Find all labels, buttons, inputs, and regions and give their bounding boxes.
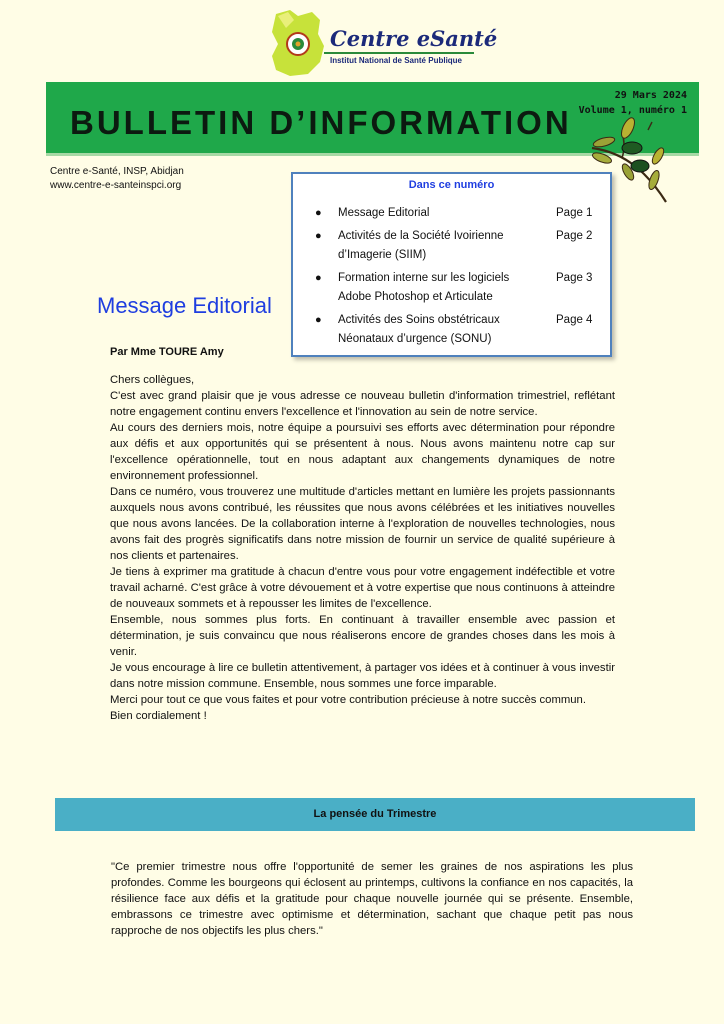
editorial-heading: Message Editorial [97,293,272,318]
pensee-quote: "Ce premier trimestre nous offre l'opportunité de semer les graines de nos aspirations les plus profondes. Comme les bourgeons qui éclosent au printemps, cultivons la confiance en nos capacités, la résilience face aux défis et la gratitude pour chaque nouvelle journée qui se présente. Ensemble, embrassons ce trimestre avec optimisme et détermination, sachant que chaque petit pas nous rapproche de nos objectifs les plus chers." [111,861,633,937]
toc-title: Dans ce numéro [408,179,495,191]
toc-item-label: Message Editorial [338,207,430,219]
toc-list [293,204,610,349]
toc-item[interactable] [293,204,610,223]
toc-item-label: Activités de la Société Ivoirienne d’Imagerie (SIIM) [338,230,504,261]
toc-item-page: Page 3 [556,272,593,284]
toc-item-page: Page 1 [556,207,593,219]
toc-item[interactable] [293,311,610,349]
editorial-paragraph: Au cours des derniers mois, notre équipe a poursuivi ses efforts avec détermination pour répondre aux défis et aux opportunités qui se présentent à nous. Nous avons maintenu notre cap sur l'excellence opérationnelle, tout en nous adaptant aux changements dynamiques de notre environnement professionnel. [110,422,615,482]
org-info [50,165,184,193]
editorial-paragraph: Chers collègues, [110,374,195,386]
bullet-icon: ● [315,207,322,219]
toc-item-page: Page 4 [556,314,593,326]
org-name: Centre e-Santé, INSP, Abidjan [50,166,184,177]
bulletin-title: BULLETIN D’INFORMATION [70,104,572,141]
editorial-paragraph: Merci pour tout ce que vous faites et pour votre contribution précieuse à notre succès commun. [110,694,586,706]
editorial-paragraph: Dans ce numéro, vous trouverez une multitude d'articles mettant en lumière les projets passionnants auxquels nous avons contribué, les réussites que nous avons célébrées et les initiatives nouvelles que nous avons lancées. De la collaboration interne à l'exploration de nouvelles technologies, nous avons fait des progrès significatifs dans notre mission de fournir un service de qualité supérieure à nos clients et partenaires. [110,486,615,562]
logo-institute: Institut National de Santé Publique [330,56,463,65]
editorial-paragraph: Ensemble, nous sommes plus forts. En continuant à travailler ensemble avec passion et détermination, je suis convaincu que nous réaliserons encore de grandes choses dans les mois à venir. [110,614,615,658]
org-website[interactable]: www.centre-e-santeinspci.org [50,180,182,191]
editorial-paragraph: Je tiens à exprimer ma gratitude à chacun d'entre vous pour votre engagement indéfectible et votre travail acharné. C'est grâce à votre dévouement et à votre expertise que nous continuons à atteindre de nouveaux sommets et à repousser les limites de l'excellence. [110,566,615,610]
toc-item[interactable] [293,269,610,307]
toc-item[interactable] [293,227,610,265]
editorial-paragraph: Bien cordialement ! [110,710,207,722]
logo [268,8,498,80]
editorial-body [110,372,615,724]
cote-divoire-map-icon [268,8,328,78]
editorial-paragraph: Je vous encourage à lire ce bulletin attentivement, à partager vos idées et à continuer à vous investir dans notre mission commune. Ensemble, nous sommes une force imparable. [110,662,615,690]
bullet-icon: ● [315,230,322,242]
toc-box [291,172,612,357]
pensee-band [55,798,695,831]
logo-brand-name: Centre eSanté [330,26,498,51]
logo-underline [324,52,474,54]
editorial-paragraph: C'est avec grand plaisir que je vous adresse ce nouveau bulletin d'information trimestriel, reflétant notre engagement continu envers l'excellence et l'innovation au sein de notre service. [110,390,615,418]
issue-volume: Volume 1, numéro 1 [578,105,687,116]
toc-item-label: Formation interne sur les logiciels Adobe Photoshop et Articulate [338,272,510,303]
bullet-icon: ● [315,272,322,284]
toc-item-label: Activités des Soins obstétricaux Néonataux d’urgence (SONU) [338,314,500,345]
pensee-title: La pensée du Trimestre [313,808,437,820]
bullet-icon: ● [315,314,322,326]
toc-item-page: Page 2 [556,230,593,242]
issue-date: 29 Mars 2024 [614,90,687,101]
editorial-author: Par Mme TOURE Amy [110,346,224,358]
